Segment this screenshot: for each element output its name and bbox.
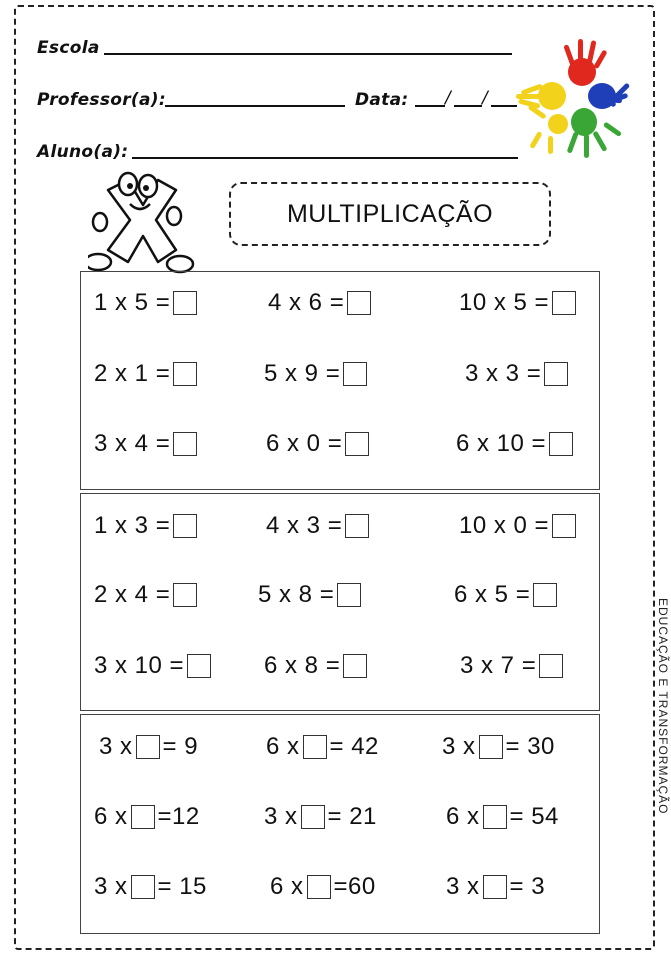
answer-box[interactable] (544, 362, 568, 386)
exercise-item: 4 x 6 = (268, 289, 374, 317)
exercise-item: 6 x 8 = (264, 652, 370, 680)
exercise-item: 3 x 4 = (94, 430, 200, 458)
answer-box[interactable] (345, 514, 369, 538)
exercise-item: 3 x = 21 (264, 803, 377, 830)
answer-box[interactable] (301, 805, 325, 829)
answer-box[interactable] (173, 362, 197, 386)
exercise-item: 1 x 5 = (94, 289, 200, 317)
answer-box[interactable] (549, 432, 573, 456)
exercise-item: 6 x = 54 (446, 803, 559, 830)
answer-box[interactable] (136, 735, 160, 759)
page-title: MULTIPLICAÇÃO (229, 182, 551, 246)
answer-box[interactable] (347, 291, 371, 315)
aluno-field[interactable] (132, 157, 518, 159)
exercise-item: 1 x 3 = (94, 512, 200, 540)
exercise-item: 3 x 7 = (460, 652, 566, 680)
exercise-item: 6 x 10 = (456, 430, 576, 458)
answer-box[interactable] (307, 875, 331, 899)
aluno-label: Aluno(a): (37, 142, 129, 162)
professor-label: Professor(a): (37, 90, 166, 110)
exercise-item: 5 x 9 = (264, 360, 370, 388)
side-brand-text: EDUCAÇÃO E TRANSFORMAÇÃO (656, 598, 670, 815)
answer-box[interactable] (187, 654, 211, 678)
answer-box[interactable] (173, 514, 197, 538)
answer-box[interactable] (483, 805, 507, 829)
data-slash-2: / (482, 88, 489, 108)
answer-box[interactable] (533, 583, 557, 607)
answer-box[interactable] (479, 735, 503, 759)
exercise-item: 3 x = 30 (442, 733, 555, 760)
data-month-field[interactable] (454, 105, 482, 107)
data-day-field[interactable] (415, 105, 445, 107)
exercise-item: 10 x 5 = (459, 289, 579, 317)
exercise-item: 3 x = 3 (446, 873, 546, 900)
answer-box[interactable] (552, 514, 576, 538)
exercise-item: 6 x 5 = (454, 581, 560, 609)
answer-box[interactable] (552, 291, 576, 315)
exercise-item: 3 x 10 = (94, 652, 214, 680)
answer-box[interactable] (539, 654, 563, 678)
data-slash-1: / (445, 88, 452, 108)
exercise-item: 10 x 0 = (459, 512, 579, 540)
exercise-item: 6 x =12 (94, 803, 200, 830)
answer-box[interactable] (343, 654, 367, 678)
exercise-item: 6 x 0 = (266, 430, 372, 458)
professor-field[interactable] (165, 105, 345, 107)
answer-box[interactable] (131, 805, 155, 829)
exercise-item: 4 x 3 = (266, 512, 372, 540)
exercise-item: 2 x 4 = (94, 581, 200, 609)
answer-box[interactable] (131, 875, 155, 899)
colorful-hands-icon (512, 34, 632, 162)
answer-box[interactable] (337, 583, 361, 607)
answer-box[interactable] (483, 875, 507, 899)
answer-box[interactable] (345, 432, 369, 456)
exercise-item: 3 x = 9 (99, 733, 199, 760)
answer-box[interactable] (303, 735, 327, 759)
escola-field[interactable] (104, 53, 512, 55)
exercise-item: 5 x 8 = (258, 581, 364, 609)
escola-label: Escola (37, 38, 100, 58)
data-label: Data: (355, 90, 409, 110)
answer-box[interactable] (343, 362, 367, 386)
answer-box[interactable] (173, 432, 197, 456)
answer-box[interactable] (173, 291, 197, 315)
exercise-item: 3 x 3 = (465, 360, 571, 388)
answer-box[interactable] (173, 583, 197, 607)
multiplication-mascot-icon (88, 170, 198, 275)
exercise-item: 3 x = 15 (94, 873, 207, 900)
exercise-item: 6 x =60 (270, 873, 376, 900)
exercise-item: 2 x 1 = (94, 360, 200, 388)
exercise-item: 6 x = 42 (266, 733, 379, 760)
